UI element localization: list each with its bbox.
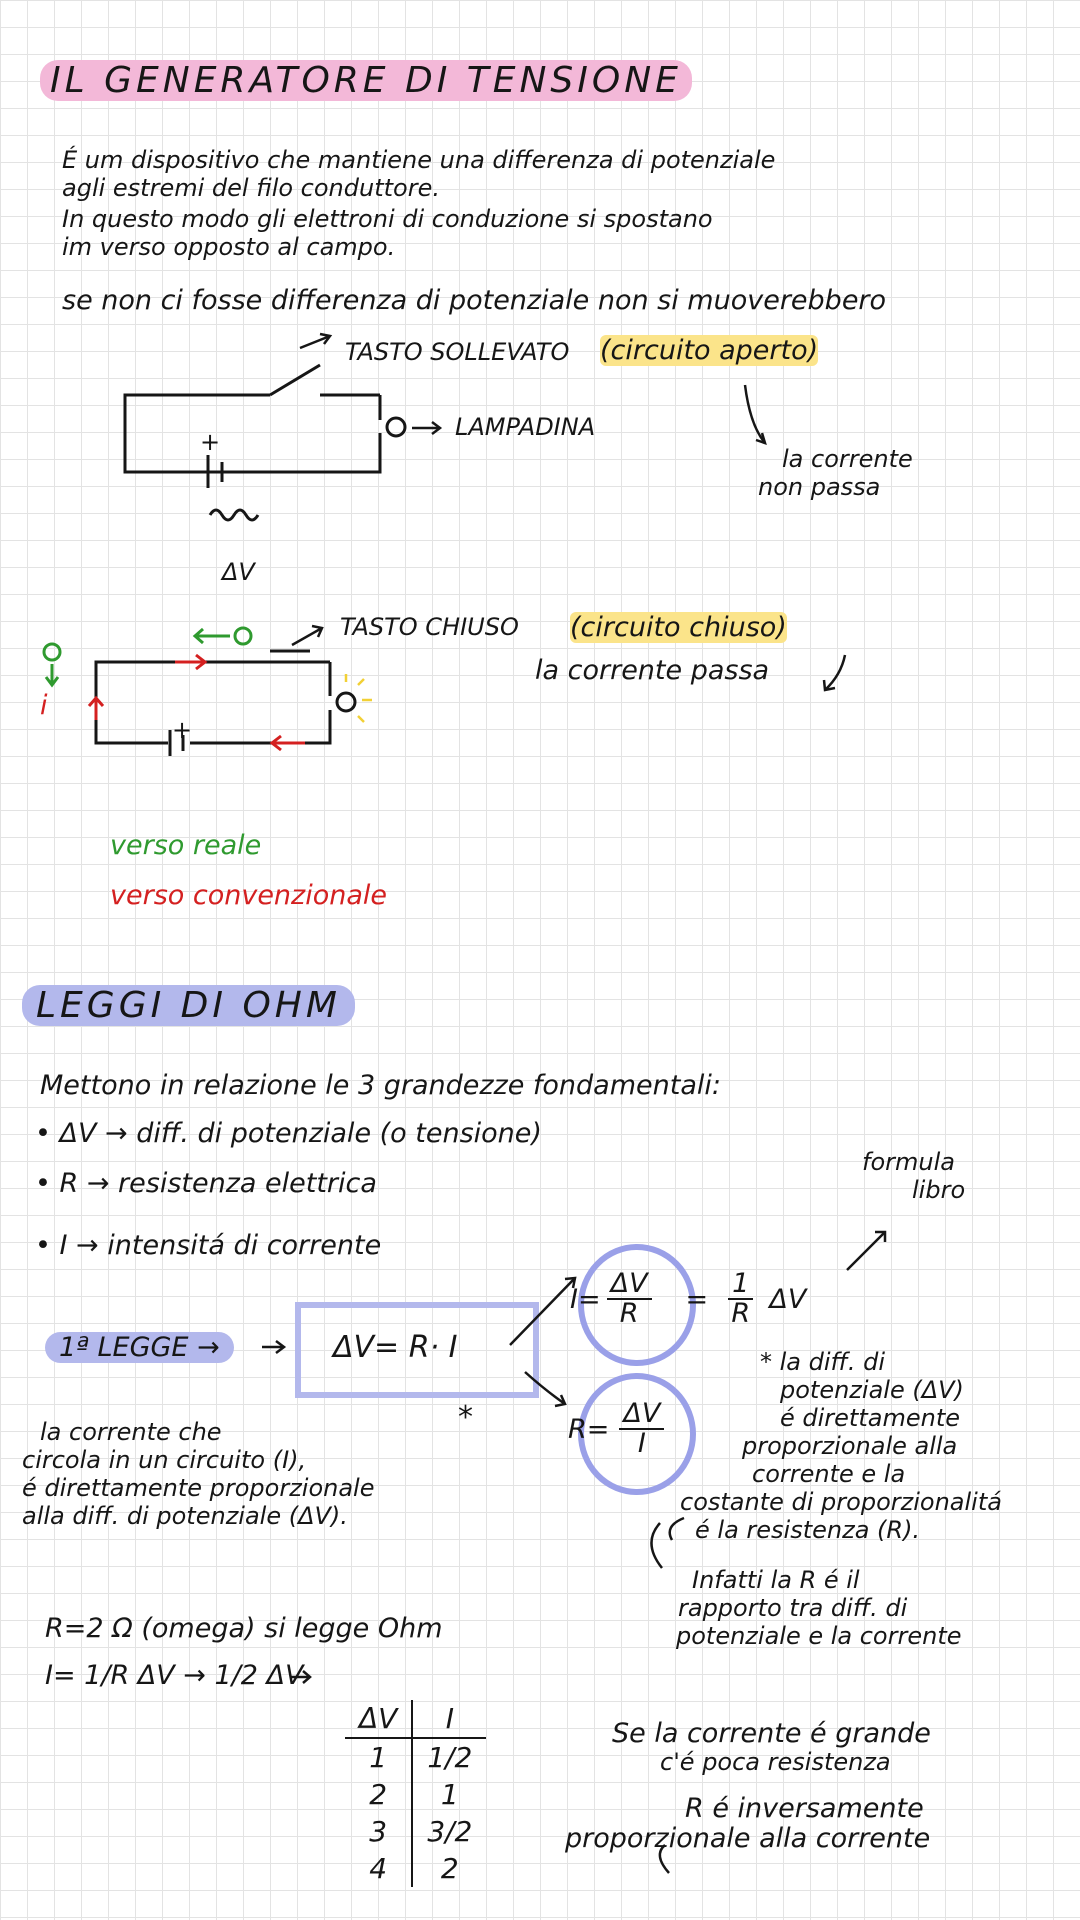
formula-book-line-2: libro bbox=[912, 1176, 966, 1204]
right-note2-line-3: potenziale e la corrente bbox=[676, 1622, 962, 1650]
closed-note: la corrente passa bbox=[535, 655, 770, 686]
legend-conventional-direction: verso convenzionale bbox=[110, 880, 388, 911]
numerator-one: 1 bbox=[728, 1270, 753, 1300]
first-law-label: 1ª LEGGE → bbox=[45, 1332, 234, 1363]
conventional-current-arrows bbox=[89, 655, 305, 750]
current-symbol: i bbox=[40, 690, 48, 721]
closed-circuit-state: (circuito chiuso) bbox=[570, 612, 787, 643]
closed-battery-plus: + bbox=[172, 716, 193, 744]
right-note-line-7: é la resistenza (R). bbox=[695, 1516, 921, 1544]
table-cell: 3/2 bbox=[427, 1815, 473, 1848]
table-row bbox=[345, 1776, 486, 1813]
table-cell: 3 bbox=[345, 1813, 412, 1850]
formula-equals: = bbox=[685, 1283, 709, 1315]
table-header: I bbox=[412, 1700, 486, 1738]
table-header: ΔV bbox=[345, 1700, 412, 1738]
lamp-label: LAMPADINA bbox=[455, 413, 596, 441]
open-note-line-1: la corrente bbox=[782, 445, 913, 473]
formula-book-line-1: formula bbox=[862, 1148, 955, 1176]
values-table bbox=[345, 1700, 486, 1887]
right-note-line-3: é direttamente bbox=[780, 1404, 960, 1432]
table-cell: 4 bbox=[345, 1850, 412, 1887]
formula-R-lhs: R= bbox=[568, 1413, 610, 1445]
inverse-note-line-4: proporzionale alla corrente bbox=[565, 1823, 931, 1854]
table-cell: 2 bbox=[345, 1776, 412, 1813]
table-cell: 2 bbox=[440, 1852, 459, 1885]
numerator-dv: ΔV bbox=[607, 1270, 652, 1300]
formula-I bbox=[570, 1270, 806, 1329]
inverse-note-line-2: c'é poca resistenza bbox=[660, 1748, 891, 1776]
table-row bbox=[345, 1738, 486, 1776]
law-desc-line-2: circola in un circuito (I), bbox=[22, 1446, 307, 1474]
table-row bbox=[345, 1813, 486, 1850]
section-title-ohm: LEGGI DI OHM bbox=[22, 985, 355, 1026]
fraction-one-over-r bbox=[728, 1270, 753, 1329]
numerator-dv-2: ΔV bbox=[619, 1400, 664, 1430]
right-note-line-6: costante di proporzionalitá bbox=[680, 1488, 1002, 1516]
fraction-dv-over-i bbox=[619, 1400, 664, 1459]
fraction-dv-over-r bbox=[607, 1270, 652, 1329]
denominator-r-2: R bbox=[731, 1298, 751, 1330]
open-circuit-state: (circuito aperto) bbox=[600, 335, 819, 366]
right-note2-line-2: rapporto tra diff. di bbox=[678, 1594, 908, 1622]
law-desc-line-3: é direttamente proporzionale bbox=[22, 1474, 375, 1502]
no-difference-line: se non ci fosse differenza di potenziale non si muoverebbero bbox=[62, 285, 887, 316]
table-cell: 1 bbox=[345, 1738, 412, 1776]
formula-R bbox=[568, 1400, 664, 1459]
law-desc-line-4: alla diff. di potenziale (ΔV). bbox=[22, 1502, 348, 1530]
inverse-note-line-3: R é inversamente bbox=[685, 1793, 924, 1824]
first-law-formula: ΔV= R· I bbox=[333, 1330, 458, 1365]
quantity-delta-v: • ΔV → diff. di potenziale (o tensione) bbox=[35, 1118, 542, 1149]
open-note-line-2: non passa bbox=[758, 473, 881, 501]
ohm-intro: Mettono in relazione le 3 grandezze fondamentali: bbox=[40, 1070, 721, 1101]
closed-switch-label: TASTO CHIUSO bbox=[340, 613, 519, 641]
right-note2-line-1: Infatti la R é il bbox=[692, 1566, 860, 1594]
legend-real-direction: verso reale bbox=[110, 830, 262, 861]
law-desc-line-1: la corrente che bbox=[40, 1418, 222, 1446]
example-resistance: R=2 Ω (omega) si legge Ohm bbox=[45, 1613, 443, 1644]
quantity-resistance: • R → resistenza elettrica bbox=[35, 1168, 377, 1199]
formula-I-tail: ΔV bbox=[769, 1283, 807, 1315]
intro-line-4: im verso opposto al campo. bbox=[62, 233, 396, 261]
table-cell: 1/2 bbox=[427, 1741, 473, 1774]
battery-plus-sign: + bbox=[200, 428, 221, 456]
lamp-glow bbox=[346, 674, 372, 722]
intro-line-1: É um dispositivo che mantiene una differenza di potenziale bbox=[62, 146, 776, 174]
right-note-line-4: proporzionale alla bbox=[742, 1432, 958, 1460]
table-cell: 1 bbox=[440, 1778, 459, 1811]
open-circuit-diagram bbox=[125, 365, 405, 520]
intro-line-3: In questo modo gli elettroni di conduzione si spostano bbox=[62, 205, 713, 233]
closed-circuit-diagram bbox=[96, 651, 355, 756]
formula-I-lhs: I= bbox=[570, 1283, 601, 1315]
right-note-line-2: potenziale (ΔV) bbox=[780, 1376, 964, 1404]
inverse-note-line-1: Se la corrente é grande bbox=[612, 1718, 931, 1749]
denominator-r: R bbox=[619, 1298, 639, 1330]
table-header-row bbox=[345, 1700, 486, 1738]
real-current-arrows bbox=[44, 628, 251, 685]
table-row bbox=[345, 1850, 486, 1887]
denominator-i: I bbox=[637, 1428, 646, 1460]
delta-v-label: ΔV bbox=[222, 558, 255, 586]
right-note-line-5: corrente e la bbox=[752, 1460, 906, 1488]
quantity-current: • I → intensitá di corrente bbox=[35, 1230, 382, 1261]
section-title-generator: IL GENERATORE DI TENSIONE bbox=[40, 60, 692, 101]
open-switch-label: TASTO SOLLEVATO bbox=[345, 338, 570, 366]
right-note-line-1: * la diff. di bbox=[760, 1348, 886, 1376]
example-current: I= 1/R ΔV → 1/2 ΔV bbox=[45, 1660, 304, 1691]
intro-line-2: agli estremi del filo conduttore. bbox=[62, 174, 440, 202]
asterisk-mark: * bbox=[458, 1400, 473, 1435]
